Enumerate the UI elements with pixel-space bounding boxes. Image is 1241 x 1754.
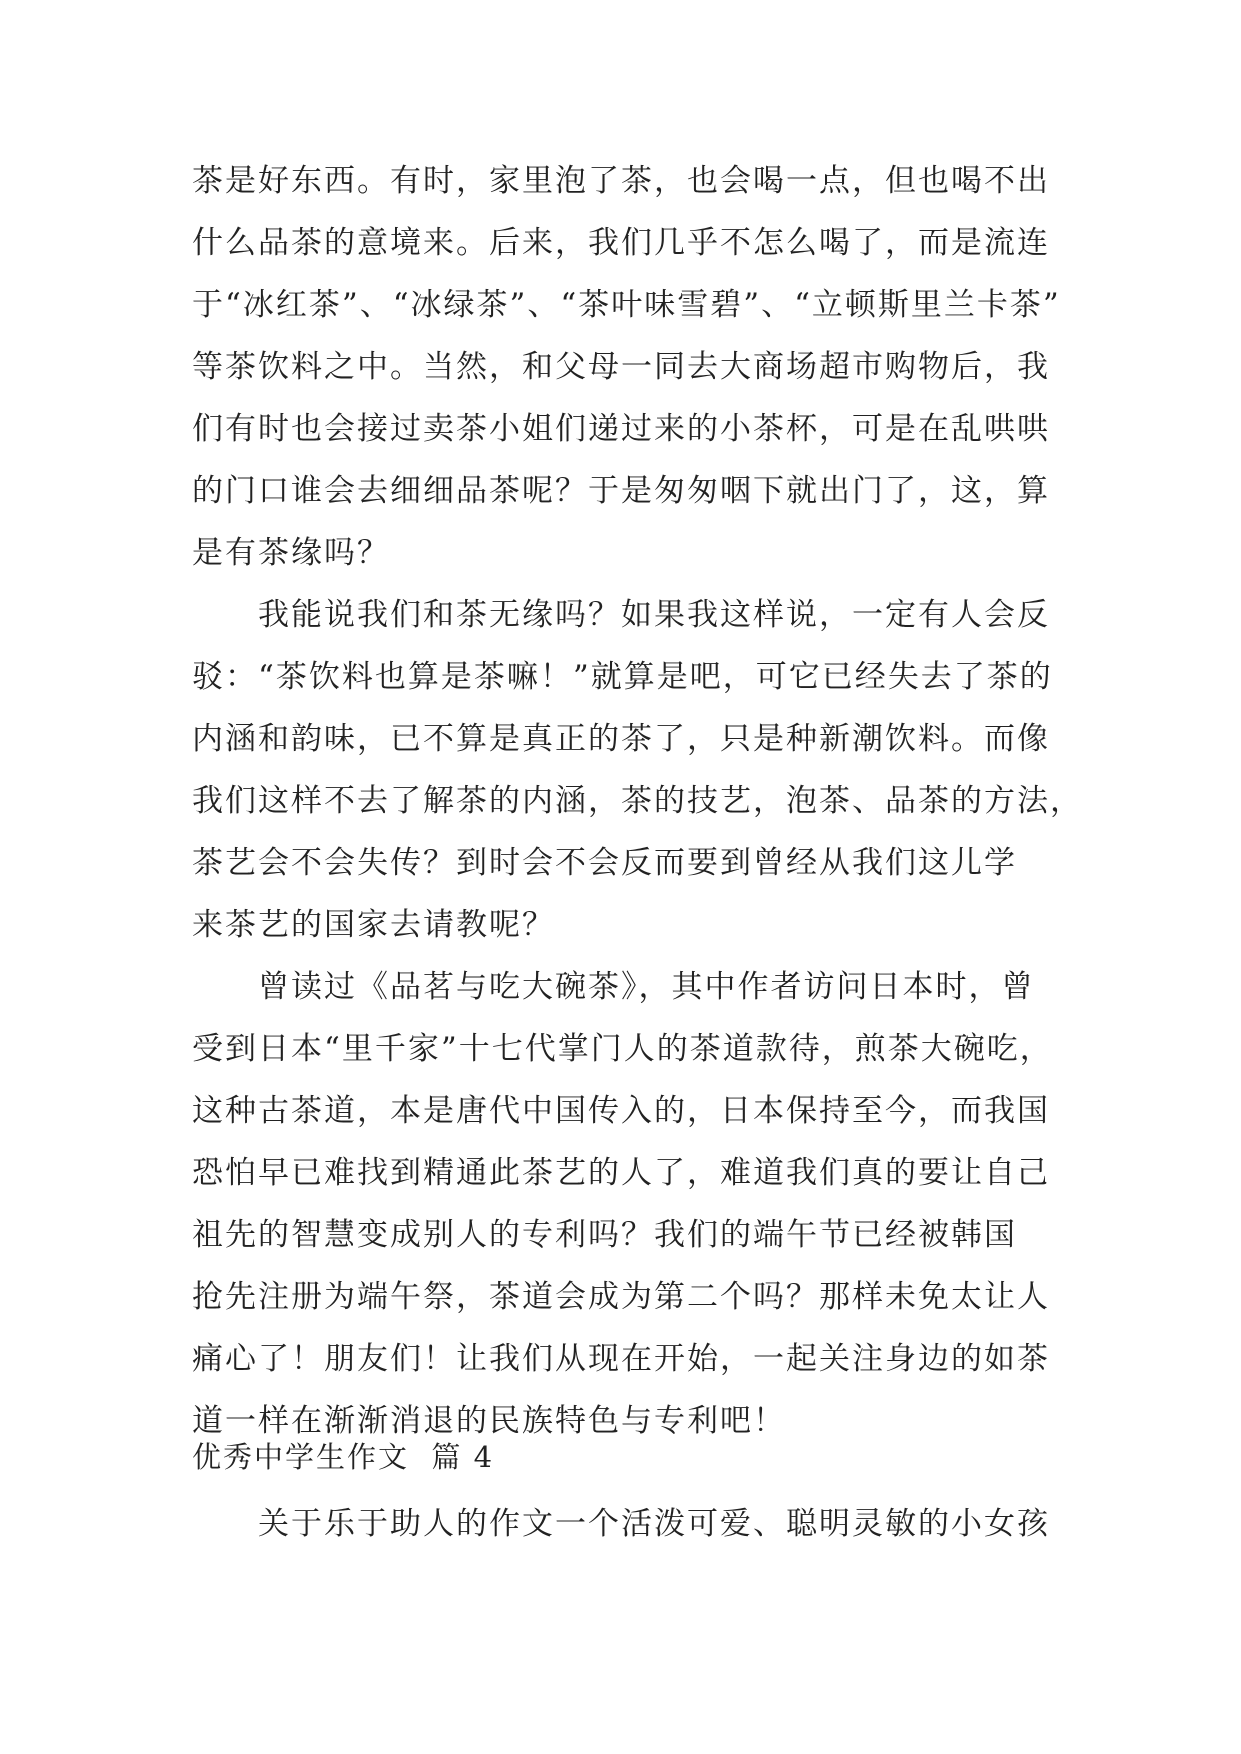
paragraph-line: 驳：“茶饮料也算是茶嘛！”就算是吧，可它已经失去了茶的 (192, 659, 1053, 695)
paragraph-line: 等茶饮料之中。当然，和父母一同去大商场超市购物后，我 (192, 349, 1050, 385)
paragraph-line: 抢先注册为端午祭，茶道会成为第二个吗？那样未免太让人 (192, 1279, 1050, 1315)
paragraph-line: 什么品茶的意境来。后来，我们几乎不怎么喝了，而是流连 (192, 225, 1050, 261)
paragraph-line: 们有时也会接过卖茶小姐们递过来的小茶杯，可是在乱哄哄 (192, 411, 1050, 447)
section-heading: 优秀中学生作文 篇 4 (192, 1440, 495, 1474)
paragraph-line: 我们这样不去了解茶的内涵，茶的技艺，泡茶、品茶的方法， (192, 783, 1083, 819)
paragraph-3 (192, 956, 1052, 1452)
paragraph-line: 恐怕早已难找到精通此茶艺的人了，难道我们真的要让自己 (192, 1155, 1050, 1191)
paragraph-line: 于“冰红茶”、“冰绿茶”、“茶叶味雪碧”、“立顿斯里兰卡茶” (192, 287, 1061, 323)
paragraph-line: 我能说我们和茶无缘吗？如果我这样说，一定有人会反 (258, 597, 1050, 633)
paragraph-1 (192, 150, 1061, 584)
paragraph-line: 茶艺会不会失传？到时会不会反而要到曾经从我们这儿学 (192, 845, 1017, 881)
paragraph-line: 这种古茶道，本是唐代中国传入的，日本保持至今，而我国 (192, 1093, 1050, 1129)
paragraph-line: 的门口谁会去细细品茶呢？于是匆匆咽下就出门了，这，算 (192, 473, 1050, 509)
paragraph-line: 是有茶缘吗？ (192, 535, 390, 571)
paragraph-2 (192, 584, 1083, 956)
paragraph-line: 来茶艺的国家去请教呢？ (192, 907, 555, 943)
paragraph-line: 祖先的智慧变成别人的专利吗？我们的端午节已经被韩国 (192, 1217, 1017, 1253)
paragraph-line: 痛心了！朋友们！让我们从现在开始，一起关注身边的如茶 (192, 1341, 1050, 1377)
paragraph-line: 茶是好东西。有时，家里泡了茶，也会喝一点，但也喝不出 (192, 163, 1050, 199)
paragraph-line: 内涵和韵味，已不算是真正的茶了，只是种新潮饮料。而像 (192, 721, 1050, 757)
paragraph-line: 曾读过《品茗与吃大碗茶》，其中作者访问日本时，曾 (258, 969, 1035, 1005)
paragraph-line: 受到日本“里千家”十七代掌门人的茶道款待，煎茶大碗吃， (192, 1031, 1053, 1067)
paragraph-line: 道一样在渐渐消退的民族特色与专利吧！ (192, 1403, 786, 1439)
paragraph-4 (192, 1493, 1052, 1555)
paragraph-line: 关于乐于助人的作文一个活泼可爱、聪明灵敏的小女孩 (258, 1506, 1050, 1542)
